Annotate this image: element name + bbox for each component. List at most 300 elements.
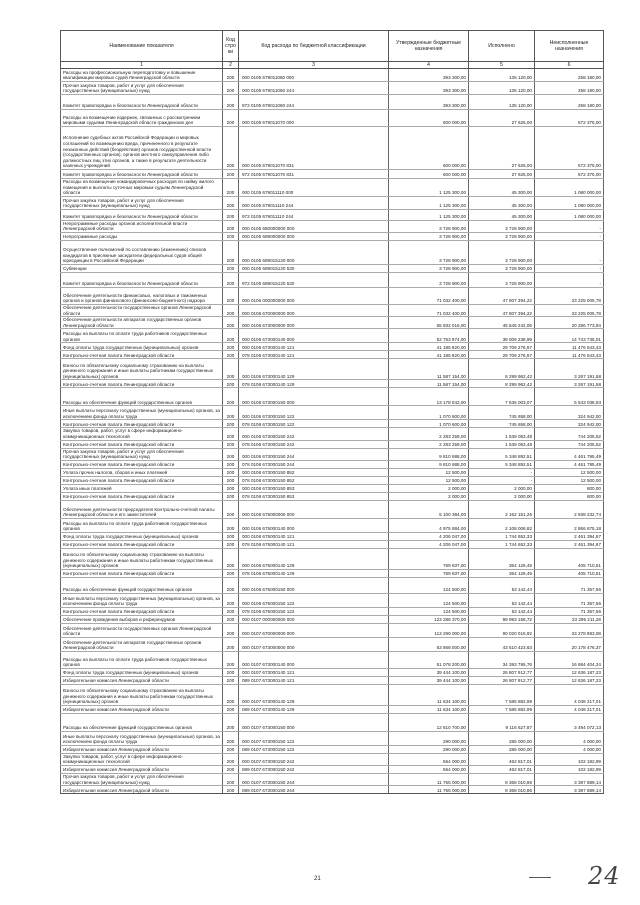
row-approved: 124 500,00 [389,577,469,593]
row-approved: 4 206 047,00 [389,540,469,548]
row-approved: 600 000,00 [389,127,469,170]
row-line-code: 200 [223,406,239,420]
row-name: Исполнение судебных актов Российской Федерации и мировых соглашений по возмещению вреда, причиненного в результате незаконных действий (бездействия) органов государственной власти (государственных органов), органов местного самоуправления либо должностных лиц этих органов, а также в результате деятельности казенных учреждений [61,127,223,170]
row-unexecuted: 71 357,56 [535,577,604,593]
row-unexecuted: 324 942,00 [535,420,604,428]
row-name: Контрольно-счетная палата Ленинградской области [61,607,223,615]
row-line-code: 200 [223,745,239,753]
row-approved: 9 810 688,00 [389,448,469,460]
row-approved: 3 728 900,00 [389,220,469,232]
row-executed: 29 709 276,57 [469,351,535,359]
row-unexecuted: 572 375,00 [535,110,604,127]
row-name: Прочая закупка товаров, работ и услуг для обеспечения государственных (муниципальных) нужд [61,773,223,785]
column-number: 4 [389,62,469,69]
row-name: Избирательная комиссия Ленинградской области [61,786,223,794]
row-approved: 39 444 100,00 [389,668,469,676]
row-line-code: 200 [223,110,239,127]
row-executed: 364 126,49 [469,548,535,569]
row-name: Контрольно-счетная палата Ленинградской области [61,380,223,388]
row-line-code: 200 [223,359,239,380]
row-line-code: 200 [223,304,239,316]
row-line-code: 200 [223,532,239,540]
table-row [61,264,604,272]
row-line-code: 200 [223,668,239,676]
row-budget-code: 078 0106 675000140 121 [239,540,389,548]
row-name: Непрограммные расходы [61,232,223,240]
row-line-code: 200 [223,607,239,615]
column-number: 6 [535,62,604,69]
row-unexecuted: 11 476 543,43 [535,343,604,351]
row-budget-code: 000 0105 679011110 000 [239,179,389,197]
row-unexecuted: - [535,272,604,287]
row-name: Обеспечение деятельности аппаратов государственных органов Ленинградской области [61,317,223,329]
row-approved: 12 500,00 [389,476,469,484]
row-approved: 290 000,00 [389,731,469,745]
row-budget-code: 000 0106 673000140 000 [239,329,389,343]
row-budget-code: 000 0106 675000150 122 [239,593,389,607]
row-name: Комитет правопорядка и безопасности Ленинградской области [61,170,223,179]
table-row [61,713,604,731]
row-executed: 43 510 423,63 [469,637,535,651]
row-budget-code: 000 0106 675000000 000 [239,500,389,518]
row-unexecuted: 405 710,51 [535,569,604,577]
row-executed: 1 744 652,33 [469,532,535,540]
row-budget-code: 078 0106 673000150 122 [239,420,389,428]
row-name: Фонд оплаты труда государственных (муниципальных) органов [61,343,223,351]
table-row [61,607,604,615]
row-budget-code: 089 0107 673000150 122 [239,745,389,753]
row-approved: 9 810 688,00 [389,460,469,468]
row-line-code: 200 [223,476,239,484]
row-line-code: 200 [223,240,239,264]
column-header-executed: Исполнено [469,31,535,62]
table-row [61,753,604,765]
row-executed: 462 817,01 [469,765,535,773]
row-name: Расходы на выплаты по оплате труда работников государственных органов [61,329,223,343]
row-executed: 5 348 892,51 [469,460,535,468]
table-header [61,31,604,69]
table-body [61,69,604,794]
row-approved: 1 125 300,00 [389,209,469,220]
row-budget-code: 972 0105 679011070 831 [239,170,389,179]
column-header-approved: Утвержденные бюджетные назначения [389,31,469,62]
row-approved: 71 032 400,00 [389,287,469,304]
row-name: Взносы по обязательному социальному страхованию на выплаты денежного содержания и иные выплаты работникам государственных (муниципальных) органов [61,548,223,569]
row-line-code: 200 [223,713,239,731]
row-unexecuted: - [535,232,604,240]
row-approved: 600 000,00 [389,170,469,179]
row-executed: 8 368 010,86 [469,773,535,785]
row-budget-code: 000 0106 673000150 122 [239,406,389,420]
row-unexecuted: 4 048 217,01 [535,705,604,713]
row-name: Контрольно-счетная палата Ленинградской области [61,476,223,484]
row-approved: 5 100 384,00 [389,500,469,518]
row-budget-code: 000 0106 673000150 242 [239,428,389,440]
row-budget-code: 078 0106 673000150 242 [239,440,389,448]
row-budget-code: 000 0105 689015120 530 [239,264,389,272]
row-approved: 564 000,00 [389,753,469,765]
row-executed: 26 807 912,77 [469,668,535,676]
table-row [61,240,604,264]
table-row [61,287,604,304]
row-approved: 71 032 400,00 [389,304,469,316]
row-approved: 2 283 259,00 [389,428,469,440]
row-name: Обеспечение деятельности государственных органов Ленинградской области [61,304,223,316]
row-line-code: 200 [223,272,239,287]
row-budget-code: 078 0106 675000150 122 [239,607,389,615]
row-approved: 2 000,00 [389,484,469,492]
table-row [61,468,604,476]
table-row [61,745,604,753]
row-budget-code: 000 0106 673000150 853 [239,484,389,492]
table-row [61,448,604,460]
column-header-budget-code: Код расхода по бюджетной классификации [239,31,389,62]
row-line-code: 200 [223,82,239,95]
row-approved: 39 444 100,00 [389,676,469,684]
row-line-code: 200 [223,623,239,637]
column-number: 3 [239,62,389,69]
row-approved: 1 125 300,00 [389,196,469,209]
row-name: Комитет правопорядка и безопасности Ленинградской области [61,272,223,287]
row-unexecuted: 23 225 005,78 [535,304,604,316]
column-header-line-code: Код стро ки [223,31,239,62]
table-row [61,476,604,484]
row-approved: 4 206 047,00 [389,532,469,540]
row-line-code: 200 [223,343,239,351]
table-row [61,428,604,440]
row-name: Расходы на обеспечение функций государственных органов [61,388,223,406]
row-executed: 8 368 010,86 [469,786,535,794]
row-unexecuted: 3 267 191,58 [535,380,604,388]
row-line-code: 200 [223,95,239,110]
row-line-code: 200 [223,264,239,272]
row-approved: 41 185 820,00 [389,343,469,351]
row-approved: 2 283 259,00 [389,440,469,448]
row-unexecuted: 71 357,56 [535,593,604,607]
row-approved: 124 500,00 [389,607,469,615]
row-approved: 564 000,00 [389,765,469,773]
row-line-code: 200 [223,593,239,607]
row-budget-code: 000 0106 673000150 244 [239,448,389,460]
table-row [61,540,604,548]
row-line-code: 200 [223,637,239,651]
row-line-code: 200 [223,705,239,713]
row-line-code: 200 [223,460,239,468]
row-name: Осуществление полномочий по составлению (изменению) списков кандидатов в присяжные заседатели федеральных судов общей юрисдикции в Российской Федерации [61,240,223,264]
row-name: Контрольно-счетная палата Ленинградской области [61,569,223,577]
row-budget-code: 078 0106 673000150 244 [239,460,389,468]
row-approved: 769 837,00 [389,569,469,577]
table-row [61,272,604,287]
row-approved: 63 668 000,00 [389,637,469,651]
row-approved: 11 755 000,00 [389,786,469,794]
table-row [61,492,604,500]
row-executed: 135 120,00 [469,69,535,82]
table-row [61,388,604,406]
row-name: Уплата прочих налогов, сборов и иных платежей [61,468,223,476]
row-executed: 2 162 151,26 [469,500,535,518]
row-name: Иные выплаты персоналу государственных (муниципальных) органов, за исключением фонда оплаты труда [61,406,223,420]
row-name: Обеспечение деятельности государственных органов Ленинградской области [61,623,223,637]
row-budget-code: 000 0105 679011060 244 [239,82,389,95]
row-budget-code: 000 0105 679011110 244 [239,196,389,209]
row-line-code: 200 [223,569,239,577]
row-line-code: 200 [223,540,239,548]
row-unexecuted: 2 461 394,67 [535,532,604,540]
row-budget-code: 089 0107 673000140 129 [239,705,389,713]
row-unexecuted: 5 543 038,93 [535,388,604,406]
row-unexecuted: 1 080 000,00 [535,196,604,209]
row-name: Расходы на выплаты по оплате труда работников государственных органов [61,651,223,668]
table-row [61,786,604,794]
row-approved: 290 000,00 [389,745,469,753]
row-executed: 7 635 003,07 [469,388,535,406]
row-unexecuted: 4 000,00 [535,731,604,745]
table-row [61,637,604,651]
row-approved: 769 837,00 [389,548,469,569]
table-row [61,220,604,232]
row-line-code: 200 [223,287,239,304]
row-line-code: 200 [223,127,239,170]
row-line-code: 200 [223,351,239,359]
row-executed: 45 300,00 [469,196,535,209]
row-approved: 3 728 900,00 [389,232,469,240]
row-unexecuted: 23 295 211,28 [535,615,604,623]
row-approved: 393 300,00 [389,95,469,110]
table-row [61,406,604,420]
row-budget-code: 000 0105 679011060 000 [239,69,389,82]
row-unexecuted: 102 182,99 [535,765,604,773]
table-row [61,232,604,240]
row-budget-code: 000 0106 673000150 000 [239,388,389,406]
row-executed: 53 142,44 [469,593,535,607]
row-approved: 1 070 600,00 [389,406,469,420]
row-unexecuted: 324 942,00 [535,406,604,420]
row-name: Расходы на профессиональную переподготовку и повышение квалификации мировых судей Ленинградской области [61,69,223,82]
row-name: Непрограммные расходы органов исполнительной власти Ленинградской области [61,220,223,232]
row-unexecuted: 2 461 394,67 [535,540,604,548]
row-approved: 12 500,00 [389,468,469,476]
row-budget-code: 000 0105 680000000 000 [239,220,389,232]
row-name: Избирательная комиссия Ленинградской области [61,676,223,684]
row-budget-code: 000 0107 673000150 122 [239,731,389,745]
row-budget-code: 078 0106 673000150 852 [239,476,389,484]
row-line-code: 200 [223,731,239,745]
row-line-code: 200 [223,484,239,492]
row-unexecuted: 20 286 773,94 [535,317,604,329]
table-row [61,359,604,380]
row-approved: 11 634 100,00 [389,705,469,713]
row-budget-code: 089 0107 673000150 242 [239,765,389,773]
row-budget-code: 000 0106 675000150 000 [239,577,389,593]
row-unexecuted: - [535,240,604,264]
row-unexecuted: 258 180,00 [535,82,604,95]
row-approved: 12 610 700,00 [389,713,469,731]
row-approved: 3 728 900,00 [389,272,469,287]
row-unexecuted: 258 180,00 [535,95,604,110]
row-budget-code: 000 0107 673000150 244 [239,773,389,785]
row-name: Расходы на обеспечение функций государственных органов [61,713,223,731]
row-approved: 3 728 900,00 [389,264,469,272]
row-approved: 65 932 016,00 [389,317,469,329]
row-budget-code: 000 0106 673000140 121 [239,343,389,351]
row-unexecuted: 4 048 217,01 [535,684,604,705]
row-executed: 29 709 276,57 [469,343,535,351]
row-line-code: 200 [223,773,239,785]
row-budget-code: 000 0107 673000140 000 [239,651,389,668]
row-executed: 462 817,01 [469,753,535,765]
row-unexecuted: 744 205,52 [535,440,604,448]
row-name: Обеспечение деятельности финансовых, налоговых и таможенных органов и органов финансового (финансово-бюджетного) надзора [61,287,223,304]
row-budget-code: 972 0105 679011110 244 [239,209,389,220]
row-unexecuted: 23 225 005,78 [535,287,604,304]
row-budget-code: 000 0106 675000140 129 [239,548,389,569]
row-name: Уплата иных платежей [61,484,223,492]
row-executed: 2 000,00 [469,484,535,492]
row-budget-code: 000 0105 689015120 000 [239,240,389,264]
row-approved: 3 728 900,00 [389,240,469,264]
row-executed: 7 585 882,99 [469,684,535,705]
row-unexecuted: 23 278 983,08 [535,623,604,637]
table-row [61,460,604,468]
table-row [61,329,604,343]
table-row [61,69,604,82]
row-unexecuted: 1 080 000,00 [535,179,604,197]
row-budget-code: 078 0106 673000140 129 [239,380,389,388]
row-unexecuted: 20 178 476,37 [535,637,604,651]
row-executed: - [469,468,535,476]
row-executed: 364 126,49 [469,569,535,577]
row-budget-code: 000 0107 673000000 000 [239,637,389,651]
table-row [61,676,604,684]
row-unexecuted: 11 476 543,43 [535,351,604,359]
budget-execution-table [60,30,604,794]
row-executed: 27 625,00 [469,127,535,170]
row-line-code: 200 [223,548,239,569]
row-budget-code: 078 0106 675000140 129 [239,569,389,577]
table-row [61,82,604,95]
handwritten-page-number: 24 [588,862,621,890]
row-name: Контрольно-счетная палата Ленинградской области [61,492,223,500]
row-budget-code: 089 0107 673000150 244 [239,786,389,794]
row-line-code: 200 [223,492,239,500]
row-executed: 1 539 053,48 [469,428,535,440]
row-unexecuted: - [535,220,604,232]
row-budget-code: 000 0105 679011070 831 [239,127,389,170]
row-line-code: 200 [223,170,239,179]
row-unexecuted: 4 000,00 [535,745,604,753]
table-row [61,170,604,179]
row-unexecuted: 12 500,00 [535,476,604,484]
row-name: Иные выплаты персоналу государственных (муниципальных) органов, за исключением фонда оплаты труда [61,731,223,745]
row-budget-code: 972 0105 679011060 244 [239,95,389,110]
row-unexecuted: - [535,264,604,272]
row-unexecuted: 800,00 [535,484,604,492]
row-executed: 745 658,00 [469,406,535,420]
table-row [61,518,604,532]
row-approved: 2 000,00 [389,492,469,500]
row-name: Обеспечение деятельности аппаратов государственных органов Ленинградской области [61,637,223,651]
row-line-code: 200 [223,232,239,240]
table-row [61,209,604,220]
row-budget-code: 000 0106 670000000 000 [239,304,389,316]
table-row [61,765,604,773]
row-approved: 11 755 000,00 [389,773,469,785]
row-budget-code: 000 0106 675000140 000 [239,518,389,532]
table-row [61,110,604,127]
row-budget-code: 000 0106 675000140 121 [239,532,389,540]
row-unexecuted: 12 636 187,23 [535,668,604,676]
table-row [61,569,604,577]
row-executed: 7 585 882,99 [469,705,535,713]
row-approved: 393 300,00 [389,82,469,95]
row-approved: 124 500,00 [389,593,469,607]
row-budget-code: 000 0105 689000000 000 [239,232,389,240]
table-row [61,127,604,170]
row-name: Избирательная комиссия Ленинградской области [61,765,223,773]
table-row [61,179,604,197]
row-budget-code: 000 0107 000000000 000 [239,615,389,623]
row-budget-code: 000 0106 673000150 852 [239,468,389,476]
row-unexecuted: 258 180,00 [535,69,604,82]
row-line-code: 200 [223,388,239,406]
row-executed: 38 009 238,99 [469,329,535,343]
row-executed: 2 108 008,82 [469,518,535,532]
table-row [61,548,604,569]
row-name: Контрольно-счетная палата Ленинградской области [61,420,223,428]
row-name: Иные выплаты персоналу государственных (муниципальных) органов, за исключением фонда оплаты труда [61,593,223,607]
table-row [61,343,604,351]
table-row [61,705,604,713]
row-executed: 47 807 394,22 [469,304,535,316]
row-executed: 90 020 016,92 [469,623,535,637]
table-row [61,532,604,540]
column-number: 1 [61,62,223,69]
row-unexecuted: 572 375,00 [535,127,604,170]
row-approved: 393 300,00 [389,69,469,82]
row-name: Контрольно-счетная палата Ленинградской области [61,540,223,548]
row-executed: 9 116 627,87 [469,713,535,731]
row-budget-code: 089 0107 673000140 121 [239,676,389,684]
row-approved: 11 587 154,00 [389,359,469,380]
row-line-code: 200 [223,380,239,388]
row-name: Расходы на возмещение издержек, связанных с рассмотрением мировыми судьями Ленинградской области гражданских дел [61,110,223,127]
table-row [61,95,604,110]
row-executed: 45 300,00 [469,209,535,220]
row-unexecuted: 572 375,00 [535,170,604,179]
row-name: Расходы на возмещение командировочных расходов по найму жилого помещения и выплаты суточных мировым судьям Ленинградской области [61,179,223,197]
row-executed: 286 000,00 [469,745,535,753]
table-row [61,440,604,448]
row-approved: 113 299 000,00 [389,623,469,637]
row-line-code: 200 [223,651,239,668]
row-line-code: 200 [223,69,239,82]
row-executed: 45 300,00 [469,179,535,197]
row-line-code: 200 [223,428,239,440]
row-unexecuted: 2 938 232,74 [535,500,604,518]
row-name: Фонд оплаты труда государственных (муниципальных) органов [61,532,223,540]
row-line-code: 200 [223,220,239,232]
row-approved: 1 070 600,00 [389,420,469,428]
table-row [61,731,604,745]
row-name: Закупка товаров, работ, услуг в сфере информационно-коммуникационных технологий [61,428,223,440]
column-header-unexecuted: Неисполненные назначения [535,31,604,62]
row-unexecuted: 12 636 187,23 [535,676,604,684]
row-unexecuted: 71 357,56 [535,607,604,615]
page-number: 21 [314,876,321,882]
row-name: Фонд оплаты труда государственных (муниципальных) органов [61,668,223,676]
table-row [61,351,604,359]
